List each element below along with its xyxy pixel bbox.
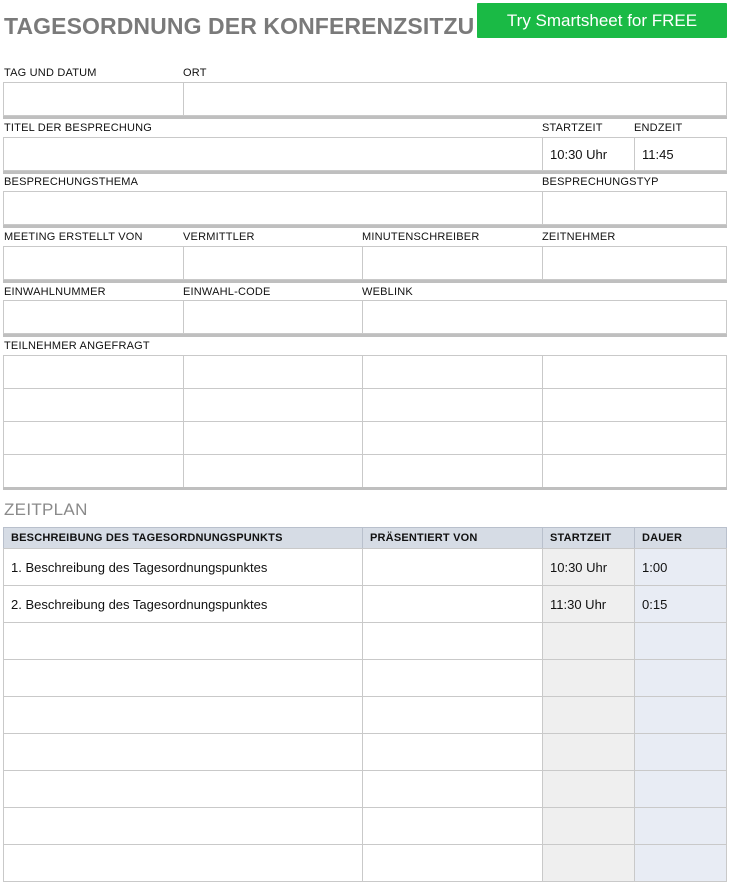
row-presenter[interactable] bbox=[362, 622, 543, 660]
row-duration[interactable] bbox=[634, 659, 727, 697]
row-start-time[interactable]: 10:30 Uhr bbox=[542, 548, 635, 586]
row-presenter[interactable] bbox=[362, 696, 543, 734]
row-description[interactable] bbox=[3, 696, 363, 734]
created-by-field[interactable] bbox=[3, 246, 184, 280]
row-description[interactable]: 2. Beschreibung des Tagesordnungspunktes bbox=[3, 585, 363, 623]
created-by-label: MEETING ERSTELLT VON bbox=[4, 231, 143, 243]
attendee-cell[interactable] bbox=[183, 421, 363, 455]
facilitator-field[interactable] bbox=[183, 246, 363, 280]
meeting-title-field[interactable] bbox=[3, 137, 543, 171]
row-start-time[interactable] bbox=[542, 659, 635, 697]
row-description[interactable] bbox=[3, 770, 363, 808]
attendees-label: TEILNEHMER ANGEFRAGT bbox=[4, 340, 150, 352]
col-header-duration: DAUER bbox=[634, 527, 727, 549]
row-presenter[interactable] bbox=[362, 659, 543, 697]
col-header-start: STARTZEIT bbox=[542, 527, 635, 549]
attendee-cell[interactable] bbox=[362, 421, 543, 455]
row-duration[interactable] bbox=[634, 622, 727, 660]
row-presenter[interactable] bbox=[362, 548, 543, 586]
row-presenter[interactable] bbox=[362, 807, 543, 845]
meeting-title-label: TITEL DER BESPRECHUNG bbox=[4, 122, 153, 134]
attendee-cell[interactable] bbox=[362, 454, 543, 488]
dialin-number-label: EINWAHLNUMMER bbox=[4, 286, 106, 298]
page-title: TAGESORDNUNG DER KONFERENZSITZU bbox=[4, 13, 475, 39]
row-presenter[interactable] bbox=[362, 770, 543, 808]
row-duration[interactable] bbox=[634, 770, 727, 808]
end-time-label: ENDZEIT bbox=[634, 122, 683, 134]
separator bbox=[3, 280, 727, 283]
schedule-title: ZEITPLAN bbox=[4, 500, 88, 519]
row-duration[interactable] bbox=[634, 733, 727, 771]
attendee-cell[interactable] bbox=[362, 388, 543, 422]
attendee-cell[interactable] bbox=[3, 454, 184, 488]
attendee-cell[interactable] bbox=[183, 355, 363, 389]
row-duration[interactable]: 1:00 bbox=[634, 548, 727, 586]
row-duration[interactable] bbox=[634, 807, 727, 845]
attendee-cell[interactable] bbox=[183, 388, 363, 422]
attendee-cell[interactable] bbox=[542, 388, 727, 422]
row-description[interactable]: 1. Beschreibung des Tagesordnungspunktes bbox=[3, 548, 363, 586]
attendee-cell[interactable] bbox=[3, 355, 184, 389]
row-start-time[interactable] bbox=[542, 733, 635, 771]
attendee-cell[interactable] bbox=[183, 454, 363, 488]
row-start-time[interactable] bbox=[542, 807, 635, 845]
row-description[interactable] bbox=[3, 659, 363, 697]
separator bbox=[3, 225, 727, 228]
attendee-cell[interactable] bbox=[542, 421, 727, 455]
separator bbox=[3, 171, 727, 174]
row-description[interactable] bbox=[3, 622, 363, 660]
timekeeper-field[interactable] bbox=[542, 246, 727, 280]
separator bbox=[3, 487, 727, 490]
row-duration[interactable]: 0:15 bbox=[634, 585, 727, 623]
row-duration[interactable] bbox=[634, 844, 727, 882]
row-description[interactable] bbox=[3, 807, 363, 845]
dialin-code-field[interactable] bbox=[183, 300, 363, 334]
try-smartsheet-button[interactable]: Try Smartsheet for FREE bbox=[477, 3, 727, 38]
start-time-field[interactable]: 10:30 Uhr bbox=[542, 137, 635, 171]
start-time-label: STARTZEIT bbox=[542, 122, 603, 134]
attendee-cell[interactable] bbox=[3, 421, 184, 455]
weblink-field[interactable] bbox=[362, 300, 727, 334]
row-start-time[interactable] bbox=[542, 696, 635, 734]
minute-taker-label: MINUTENSCHREIBER bbox=[362, 231, 480, 243]
facilitator-label: VERMITTLER bbox=[183, 231, 255, 243]
row-presenter[interactable] bbox=[362, 844, 543, 882]
topic-field[interactable] bbox=[3, 191, 543, 225]
separator bbox=[3, 334, 727, 337]
row-description[interactable] bbox=[3, 733, 363, 771]
type-field[interactable] bbox=[542, 191, 727, 225]
row-description[interactable] bbox=[3, 844, 363, 882]
location-field[interactable] bbox=[183, 82, 727, 116]
row-start-time[interactable]: 11:30 Uhr bbox=[542, 585, 635, 623]
separator bbox=[3, 116, 727, 119]
location-label: ORT bbox=[183, 67, 207, 79]
timekeeper-label: ZEITNEHMER bbox=[542, 231, 616, 243]
date-label: TAG UND DATUM bbox=[4, 67, 97, 79]
row-presenter[interactable] bbox=[362, 585, 543, 623]
row-presenter[interactable] bbox=[362, 733, 543, 771]
row-duration[interactable] bbox=[634, 696, 727, 734]
dialin-number-field[interactable] bbox=[3, 300, 184, 334]
row-start-time[interactable] bbox=[542, 770, 635, 808]
topic-label: BESPRECHUNGSTHEMA bbox=[4, 176, 139, 188]
attendee-cell[interactable] bbox=[542, 454, 727, 488]
col-header-description: BESCHREIBUNG DES TAGESORDNUNGSPUNKTS bbox=[3, 527, 363, 549]
weblink-label: WEBLINK bbox=[362, 286, 413, 298]
row-start-time[interactable] bbox=[542, 622, 635, 660]
minute-taker-field[interactable] bbox=[362, 246, 543, 280]
attendee-cell[interactable] bbox=[362, 355, 543, 389]
dialin-code-label: EINWAHL-CODE bbox=[183, 286, 271, 298]
attendee-cell[interactable] bbox=[542, 355, 727, 389]
row-start-time[interactable] bbox=[542, 844, 635, 882]
attendee-cell[interactable] bbox=[3, 388, 184, 422]
type-label: BESPRECHUNGSTYP bbox=[542, 176, 659, 188]
end-time-field[interactable]: 11:45 bbox=[634, 137, 727, 171]
date-field[interactable] bbox=[3, 82, 184, 116]
col-header-presenter: PRÄSENTIERT VON bbox=[362, 527, 543, 549]
